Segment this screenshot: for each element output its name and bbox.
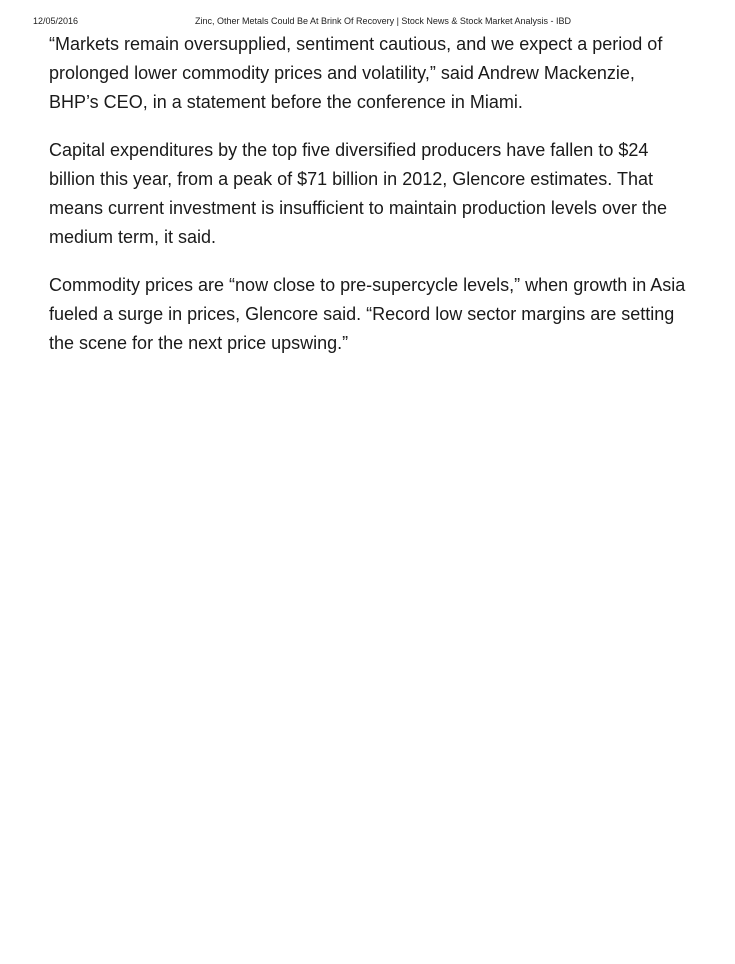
print-date: 12/05/2016 xyxy=(33,16,79,26)
article-paragraph: Capital expenditures by the top five diversified producers have fallen to $24 billion this year, from a peak of $71 billion in 2012, Glencore estimates. That means current investment is insufficient to maintain production levels over the medium term, it said. xyxy=(49,140,667,247)
print-header xyxy=(33,16,702,30)
article-paragraph: Commodity prices are “now close to pre-supercycle levels,” when growth in Asia fueled a surge in prices, Glencore said. “Record low sector margins are setting the scene for the next price upswing.” xyxy=(49,275,686,353)
print-page-title: Zinc, Other Metals Could Be At Brink Of Recovery | Stock News & Stock Market Analysis - IBD xyxy=(195,16,571,26)
article-paragraph: “Markets remain oversupplied, sentiment cautious, and we expect a period of prolonged lower commodity prices and volatility,” said Andrew Mackenzie, BHP’s CEO, in a statement before the conference in Miami. xyxy=(49,34,663,112)
article-body xyxy=(49,30,689,377)
